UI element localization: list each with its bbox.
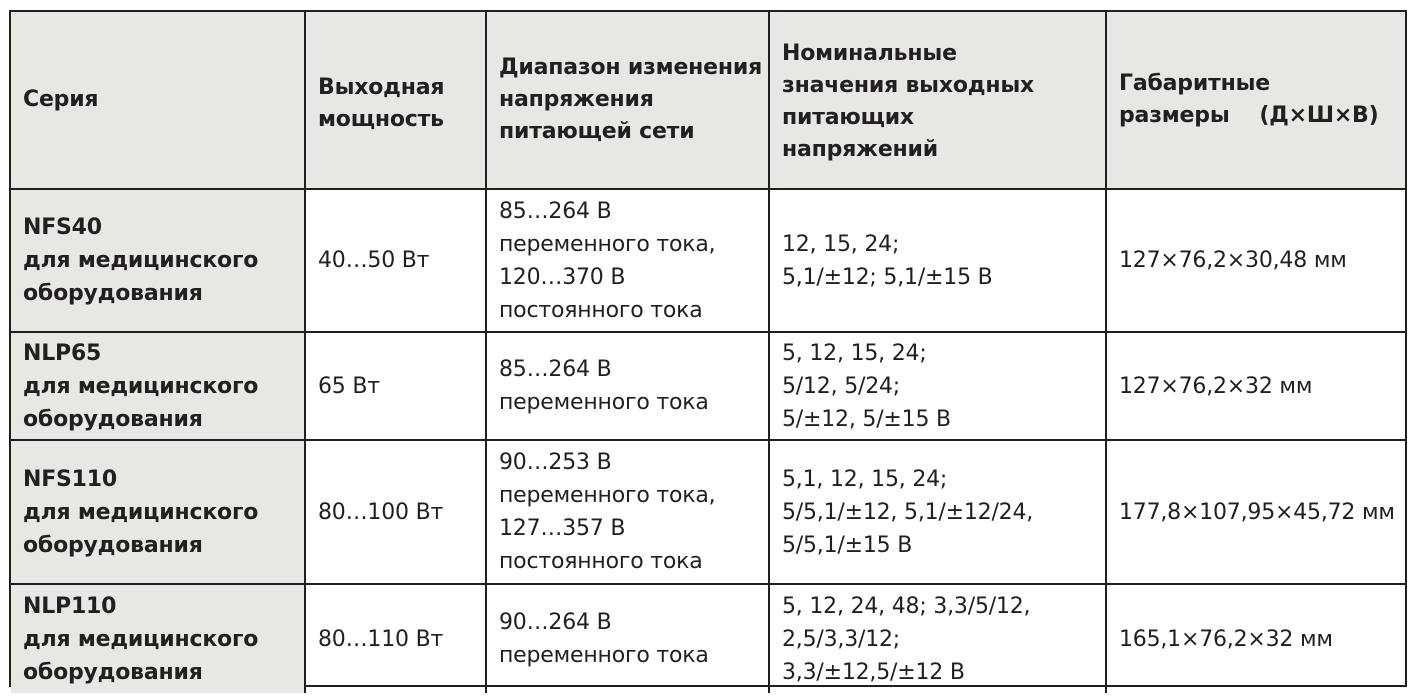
cell-input-range: 85…264 В переменного тока, 120…370 В постоянного тока [486,189,769,332]
table-row [11,332,1405,440]
spec-table-frame [9,10,1407,687]
header-power: Выходная мощность [305,12,486,189]
cell-power: 80…110 Вт [305,584,486,693]
table-row [11,440,1405,584]
cell-outputs: 5, 12, 15, 24; 5/12, 5/24; 5/±12, 5/±15 В [769,332,1106,440]
header-dimensions: Габаритные размеры (Д×Ш×В) [1106,12,1405,189]
cell-input-range: 90…253 В переменного тока, 127…357 В постоянного тока [486,440,769,584]
cell-dimensions: 127×76,2×30,48 мм [1106,189,1405,332]
cell-outputs: 12, 15, 24; 5,1/±12; 5,1/±15 В [769,189,1106,332]
cell-outputs: 5,1, 12, 15, 24; 5/5,1/±12, 5,1/±12/24, 5/5,1/±15 В [769,440,1106,584]
cell-dimensions: 127×76,2×32 мм [1106,332,1405,440]
cell-power: 40…50 Вт [305,189,486,332]
cell-dimensions: 177,8×107,95×45,72 мм [1106,440,1405,584]
header-series: Серия [11,12,305,189]
cell-dimensions: 165,1×76,2×32 мм [1106,584,1405,693]
power-supply-spec-table [11,12,1405,693]
cell-input-range: 90…264 В переменного тока [486,584,769,693]
header-row [11,12,1405,189]
cell-input-range: 85…264 В переменного тока [486,332,769,440]
header-input-range: Диапазон изменения напряжения питающей сети [486,12,769,189]
cell-series: NLP65 для медицинского оборудования [11,332,305,440]
cell-power: 80…100 Вт [305,440,486,584]
table-row [11,584,1405,693]
cell-series: NFS40 для медицинского оборудования [11,189,305,332]
cell-power: 65 Вт [305,332,486,440]
cell-outputs: 5, 12, 24, 48; 3,3/5/12, 2,5/3,3/12; 3,3/±12,5/±12 В [769,584,1106,693]
cell-series: NFS110 для медицинского оборудования [11,440,305,584]
table-row [11,189,1405,332]
header-outputs: Номинальные значения выходных питающих напряжений [769,12,1106,189]
cell-series: NLP110 для медицинского оборудования [11,584,305,693]
